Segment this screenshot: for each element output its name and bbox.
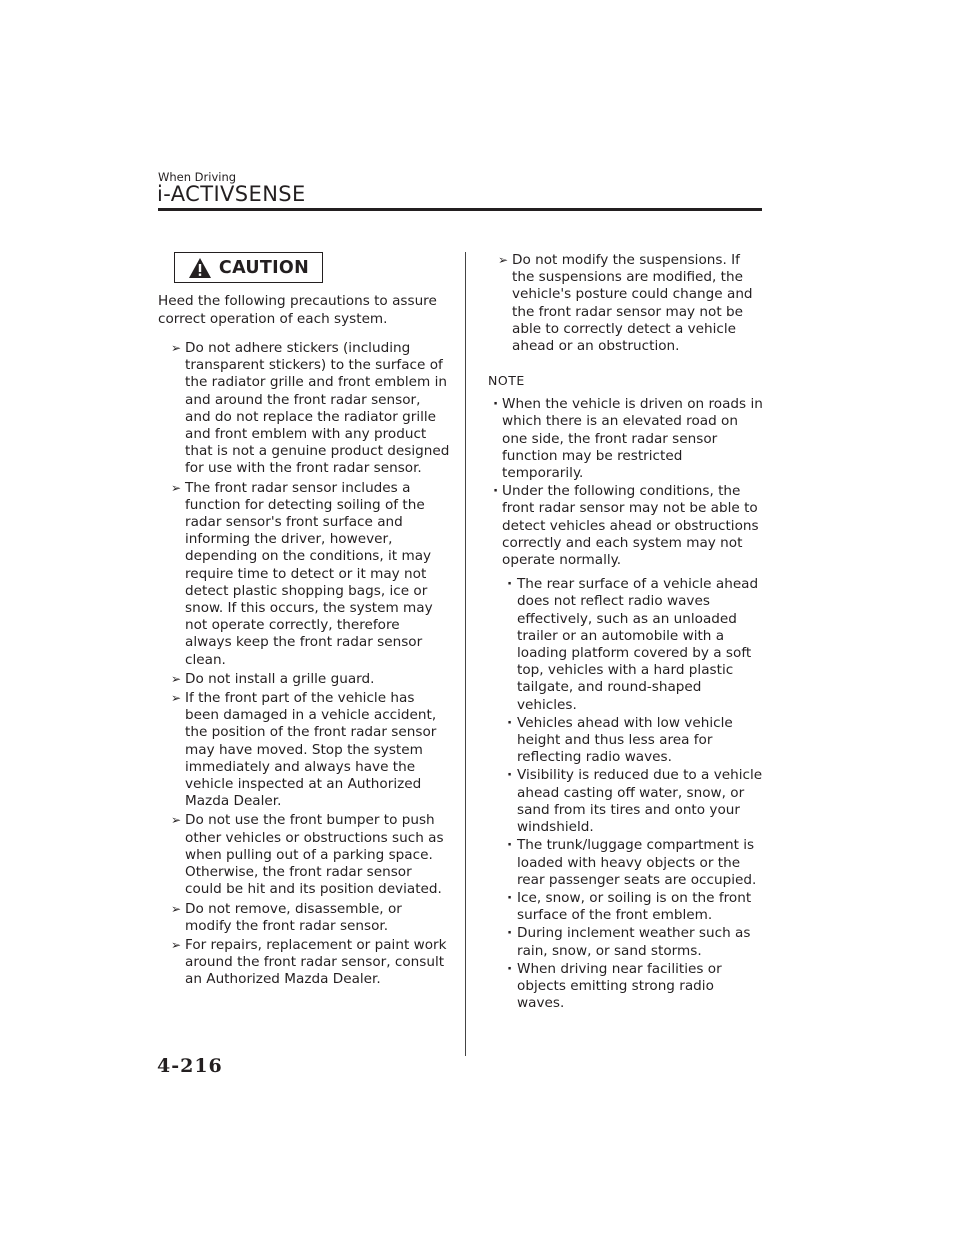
caution-item: ➢ If the front part of the vehicle has been damaged in a vehicle accident, the position of the front radar sensor may have moved. Stop the system immediately and always have the vehicle inspected at an Authorized Mazda Dealer.	[171, 690, 437, 810]
bullet-icon: ·	[507, 960, 513, 977]
warning-triangle-icon	[188, 257, 212, 279]
arrow-bullet-icon: ➢	[171, 341, 182, 355]
caution-item: ➢ Do not use the front bumper to push other vehicles or obstructions such as when pulling out of a parking space. Otherwise, the front radar sensor could be hit and its position deviated.	[171, 812, 444, 898]
caution-heading	[174, 252, 323, 283]
bullet-icon: ·	[507, 714, 513, 731]
condition-item: · During inclement weather such as rain, snow, or sand storms.	[507, 925, 751, 959]
note-item: · When the vehicle is driven on roads in which there is an elevated road on one side, the front radar sensor function may be restricted temporarily.	[493, 396, 763, 482]
caution-item: ➢ Do not remove, disassemble, or modify the front radar sensor.	[171, 900, 402, 934]
bullet-icon: ·	[507, 767, 513, 784]
condition-item: · Vehicles ahead with low vehicle height and thus less area for reflecting radio waves.	[507, 714, 733, 766]
bullet-icon: ·	[493, 483, 499, 500]
caution-list-continued	[485, 252, 765, 355]
bullet-icon: ·	[507, 576, 513, 593]
caution-title: CAUTION	[218, 257, 310, 278]
arrow-bullet-icon: ➢	[171, 480, 182, 495]
caution-item: ➢ The front radar sensor includes a function for detecting soiling of the radar sensor's front surface and informing the driver, however, depending on the conditions, it may require time to detect or it may not detect plastic shopping bags, ice or snow. If this occurs, the system may not operate correctly, therefore always keep the front radar sensor clean.	[171, 479, 433, 668]
condition-item: · Ice, snow, or soiling is on the front surface of the front emblem.	[507, 889, 752, 924]
arrow-bullet-icon: ➢	[171, 901, 182, 916]
caution-item: ➢ Do not install a grille guard.	[171, 670, 375, 687]
caution-item: ➢ Do not modify the suspensions. If the suspensions are modified, the vehicle's posture could change and the front radar sensor may not be able to correctly detect a vehicle ahead or an obstruction.	[498, 252, 753, 355]
bullet-icon: ·	[507, 889, 513, 906]
bullet-icon: ·	[493, 396, 499, 413]
caution-item: ➢ For repairs, replacement or paint work around the front radar sensor, consult an Authorized Mazda Dealer.	[171, 936, 447, 988]
caution-list	[158, 340, 450, 989]
right-column	[485, 252, 765, 1013]
section-label: When Driving	[158, 170, 237, 184]
header-rule	[158, 208, 762, 211]
chapter-title: i-ACTIVSENSE	[157, 182, 306, 206]
arrow-bullet-icon: ➢	[498, 253, 509, 267]
conditions-list	[485, 576, 765, 1012]
caution-item: ➢ Do not adhere stickers (including transparent stickers) to the surface of the radiator grille and front emblem in and around the front radar sensor, and do not replace the radiator grille and front emblem with any product that is not a genuine product designed for use with the front radar sensor.	[171, 340, 450, 477]
bullet-icon: ·	[507, 837, 513, 854]
arrow-bullet-icon: ➢	[171, 937, 182, 952]
bullet-icon: ·	[507, 925, 513, 942]
note-list	[485, 396, 765, 1012]
caution-intro: Heed the following precautions to assure correct operation of each system.	[158, 293, 437, 327]
arrow-bullet-icon: ➢	[171, 691, 182, 706]
note-title: NOTE	[488, 373, 525, 389]
arrow-bullet-icon: ➢	[171, 813, 182, 828]
condition-item: · Visibility is reduced due to a vehicle ahead casting off water, snow, or sand from its tires and onto your windshield.	[507, 767, 763, 836]
condition-item: · The trunk/luggage compartment is loaded with heavy objects or the rear passenger seats are occupied.	[507, 837, 757, 888]
condition-item: · The rear surface of a vehicle ahead does not reflect radio waves effectively, such as an unloaded trailer or an automobile with a loading platform covered by a soft top, vehicles with a hard plastic tailgate, and round-shaped vehicles.	[507, 576, 759, 713]
page-number: 4-216	[157, 1055, 223, 1077]
note-item: · Under the following conditions, the front radar sensor may not be able to detect vehicles ahead or obstructions correctly and each system may not operate normally. · The rear surface of a vehicle ahead does not reflect radio waves effectively, such as an unloaded trailer or an automobile with a loading platform covered by a soft top, vehicles with a hard plastic tailgate, and round-shaped vehicles. · Vehicles ahead with low vehicle height and thus less area for reflecting radio waves. · Visibility is reduced due to a vehicle ahead casting off water, snow, or sand from its tires and onto your windshield. · The trunk/luggage compartment is loaded with heavy objects or the rear passenger seats are occupied. · Ice, snow, or soiling is on the front surface of the front emblem. · During inclement weather such as rain, snow, or sand storms. · When driving near facilities or objects emitting strong radio waves.	[485, 483, 765, 1012]
condition-item: · When driving near facilities or objects emitting strong radio waves.	[507, 960, 722, 1012]
arrow-bullet-icon: ➢	[171, 671, 182, 686]
column-divider	[465, 252, 466, 1056]
left-column	[158, 252, 450, 991]
